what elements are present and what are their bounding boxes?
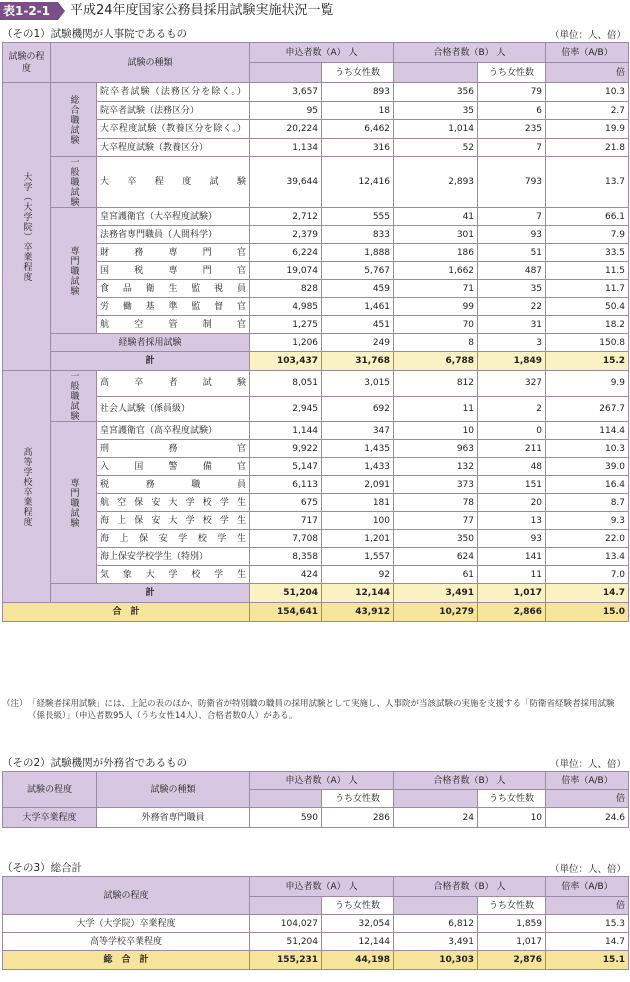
table-row xyxy=(3,226,629,244)
passed-women-cell: 7 xyxy=(478,139,546,157)
applicants-cell: 3,657 xyxy=(250,83,322,102)
passed-cell: 356 xyxy=(394,83,478,102)
applicants-cell: 1,134 xyxy=(250,139,322,157)
section3-title: （その3）総合計 xyxy=(2,862,83,874)
passed-women-cell: 93 xyxy=(478,226,546,244)
passed-cell: 71 xyxy=(394,280,478,298)
table-row xyxy=(3,244,629,262)
header-passed: 合格者数（B） 人 xyxy=(394,43,546,63)
exam-name: 入国警備官 xyxy=(97,458,250,476)
passed-women-cell: 2 xyxy=(478,396,546,422)
applicants-cell: 7,708 xyxy=(250,530,322,548)
s2-header-applicants: 申込者数（A） 人 xyxy=(250,772,394,790)
passed-women-cell: 35 xyxy=(478,280,546,298)
section1-table xyxy=(2,42,629,622)
passed-women-cell: 79 xyxy=(478,83,546,102)
s3-header-passed-women: うち女性数 xyxy=(478,897,546,915)
applicants-cell: 8,358 xyxy=(250,548,322,566)
passed-cell: 186 xyxy=(394,244,478,262)
table-row xyxy=(3,933,629,951)
applicants-cell: 95 xyxy=(250,102,322,120)
ratio-cell: 10.3 xyxy=(546,440,629,458)
applicants-women-cell: 5,767 xyxy=(322,262,394,280)
s2-level: 大学卒業程度 xyxy=(3,808,97,828)
s2-header-passed-women: うち女性数 xyxy=(478,790,546,808)
passed-cell: 77 xyxy=(394,512,478,530)
applicants-cell: 2,945 xyxy=(250,396,322,422)
s3-header-applicants-women: うち女性数 xyxy=(322,897,394,915)
table-row xyxy=(3,262,629,280)
exam-name: 労働基準監督官 xyxy=(97,298,250,316)
passed-women-cell: 1,017 xyxy=(478,584,546,603)
ratio-cell: 19.9 xyxy=(546,120,629,139)
passed-cell: 11 xyxy=(394,396,478,422)
s3-header-ratio-unit: 倍 xyxy=(546,897,629,915)
passed-women-cell: 1,859 xyxy=(478,915,546,933)
passed-cell: 10,303 xyxy=(394,951,478,970)
applicants-cell: 9,922 xyxy=(250,440,322,458)
exam-name: 大卒程度試験（教養区分） xyxy=(97,139,250,157)
s3-header-applicants: 申込者数（A） 人 xyxy=(250,877,394,897)
ratio-cell: 13.4 xyxy=(546,548,629,566)
applicants-women-cell: 249 xyxy=(322,334,394,352)
exam-name: 経験者採用試験 xyxy=(51,334,250,352)
applicants-cell: 424 xyxy=(250,566,322,584)
ratio-cell: 7.9 xyxy=(546,226,629,244)
subtotal-row xyxy=(3,352,629,371)
ratio-cell: 33.5 xyxy=(546,244,629,262)
passed-women-cell: 93 xyxy=(478,530,546,548)
passed-women-cell: 20 xyxy=(478,494,546,512)
ratio-cell: 13.7 xyxy=(546,157,629,208)
applicants-women-cell: 1,557 xyxy=(322,548,394,566)
passed-cell: 35 xyxy=(394,102,478,120)
ratio-cell: 15.0 xyxy=(546,603,629,622)
applicants-cell: 2,379 xyxy=(250,226,322,244)
ratio-cell: 22.0 xyxy=(546,530,629,548)
applicants-cell: 154,641 xyxy=(250,603,322,622)
exam-name: 刑務官 xyxy=(97,440,250,458)
header-applicants-women: うち女性数 xyxy=(322,63,394,83)
subgroup-senmon-high xyxy=(51,422,97,584)
table-row xyxy=(3,494,629,512)
header-type: 試験の種類 xyxy=(51,43,250,83)
ratio-cell: 8.7 xyxy=(546,494,629,512)
ratio-cell: 150.8 xyxy=(546,334,629,352)
ratio-cell: 114.4 xyxy=(546,422,629,440)
footnote xyxy=(2,698,628,722)
passed-women-cell: 22 xyxy=(478,298,546,316)
section1-title: （その1）試験機関が人事院であるもの xyxy=(2,28,188,40)
group-high xyxy=(3,371,51,603)
passed-cell: 6,812 xyxy=(394,915,478,933)
ratio-cell: 11.7 xyxy=(546,280,629,298)
applicants-cell: 1,144 xyxy=(250,422,322,440)
passed-women-cell: 11 xyxy=(478,566,546,584)
s2-a: 590 xyxy=(250,808,322,828)
applicants-women-cell: 833 xyxy=(322,226,394,244)
ratio-cell: 50.4 xyxy=(546,298,629,316)
applicants-cell: 1,206 xyxy=(250,334,322,352)
table-row xyxy=(3,548,629,566)
table-row xyxy=(3,476,629,494)
passed-women-cell: 51 xyxy=(478,244,546,262)
level-name: 大学（大学院）卒業程度 xyxy=(3,915,250,933)
passed-women-cell: 3 xyxy=(478,334,546,352)
group-high-text: 高等学校卒業程度 xyxy=(21,446,32,527)
section2-table xyxy=(2,771,629,828)
exam-name: 院卒者試験（法務区分を除く。） xyxy=(97,83,250,102)
table-row xyxy=(3,396,629,422)
applicants-cell: 103,437 xyxy=(250,352,322,371)
applicants-cell: 1,275 xyxy=(250,316,322,334)
applicants-cell: 5,147 xyxy=(250,458,322,476)
passed-cell: 10 xyxy=(394,422,478,440)
s2-b: 24 xyxy=(394,808,478,828)
passed-women-cell: 6 xyxy=(478,102,546,120)
header-passed-women: うち女性数 xyxy=(478,63,546,83)
table-row xyxy=(3,157,629,208)
ratio-cell: 21.8 xyxy=(546,139,629,157)
applicants-women-cell: 44,198 xyxy=(322,951,394,970)
s2-r: 24.6 xyxy=(546,808,629,828)
applicants-cell: 155,231 xyxy=(250,951,322,970)
applicants-women-cell: 451 xyxy=(322,316,394,334)
applicants-women-cell: 2,091 xyxy=(322,476,394,494)
subtotal-label: 計 xyxy=(51,352,250,371)
passed-cell: 3,491 xyxy=(394,933,478,951)
applicants-women-cell: 12,144 xyxy=(322,933,394,951)
ratio-cell: 2.7 xyxy=(546,102,629,120)
table-row xyxy=(3,334,629,352)
applicants-women-cell: 459 xyxy=(322,280,394,298)
table-row xyxy=(3,83,629,102)
section3-unit: （単位：人、倍） xyxy=(549,864,626,875)
s2-type: 外務省専門職員 xyxy=(97,808,250,828)
ratio-cell: 10.3 xyxy=(546,83,629,102)
passed-women-cell: 13 xyxy=(478,512,546,530)
header-ratio: 倍率（A/B） xyxy=(546,43,629,63)
exam-name: 海上保安学校学生 xyxy=(97,530,250,548)
exam-name: 社会人試験（係員級） xyxy=(97,396,250,422)
applicants-cell: 51,204 xyxy=(250,933,322,951)
grand-total-row xyxy=(3,951,629,970)
exam-name: 海上保安大学校学生 xyxy=(97,512,250,530)
subgroup-senmon-high-text: 専門職試験 xyxy=(68,477,79,528)
grand-total-label: 合 計 xyxy=(3,603,250,622)
passed-cell: 301 xyxy=(394,226,478,244)
applicants-women-cell: 43,912 xyxy=(322,603,394,622)
subtotal-label: 計 xyxy=(51,584,250,603)
exam-name: 食品衛生監視員 xyxy=(97,280,250,298)
level-name: 高等学校卒業程度 xyxy=(3,933,250,951)
ratio-cell: 11.5 xyxy=(546,262,629,280)
applicants-cell: 828 xyxy=(250,280,322,298)
applicants-cell: 4,985 xyxy=(250,298,322,316)
applicants-cell: 20,224 xyxy=(250,120,322,139)
passed-cell: 70 xyxy=(394,316,478,334)
s2-aw: 286 xyxy=(322,808,394,828)
passed-women-cell: 327 xyxy=(478,371,546,397)
applicants-women-cell: 316 xyxy=(322,139,394,157)
table-row xyxy=(3,512,629,530)
passed-women-cell: 487 xyxy=(478,262,546,280)
subgroup-ippan-high-text: 一般職試験 xyxy=(68,371,79,421)
ratio-cell: 14.7 xyxy=(546,933,629,951)
applicants-women-cell: 1,435 xyxy=(322,440,394,458)
subgroup-sougou-text: 総合職試験 xyxy=(68,94,79,145)
applicants-cell: 8,051 xyxy=(250,371,322,397)
exam-name: 皇宮護衛官（大卒程度試験） xyxy=(97,208,250,226)
footnote-label: （注） xyxy=(2,699,28,709)
passed-cell: 3,491 xyxy=(394,584,478,603)
table-row xyxy=(3,458,629,476)
passed-cell: 6,788 xyxy=(394,352,478,371)
exam-name: 大卒程度試験 xyxy=(97,157,250,208)
subgroup-ippan-text: 一般職試験 xyxy=(68,157,79,207)
ratio-cell: 267.7 xyxy=(546,396,629,422)
passed-cell: 99 xyxy=(394,298,478,316)
table-number-tag: 表1-2-1 xyxy=(0,2,58,20)
section3-table xyxy=(2,876,629,970)
table-row xyxy=(3,915,629,933)
s2-header-applicants-women: うち女性数 xyxy=(322,790,394,808)
ratio-cell: 39.0 xyxy=(546,458,629,476)
applicants-women-cell: 1,433 xyxy=(322,458,394,476)
page-title: 平成24年度国家公務員採用試験実施状況一覧 xyxy=(70,3,334,18)
ratio-cell: 66.1 xyxy=(546,208,629,226)
table-row xyxy=(3,566,629,584)
applicants-women-cell: 181 xyxy=(322,494,394,512)
subgroup-ippan-high xyxy=(51,371,97,422)
section1-unit: （単位：人、倍） xyxy=(549,30,626,41)
applicants-women-cell: 32,054 xyxy=(322,915,394,933)
passed-women-cell: 0 xyxy=(478,422,546,440)
exam-name: 税務職員 xyxy=(97,476,250,494)
header-ratio-unit: 倍 xyxy=(546,63,629,83)
s2-header-type: 試験の種類 xyxy=(97,772,250,808)
passed-cell: 1,014 xyxy=(394,120,478,139)
applicants-women-cell: 18 xyxy=(322,102,394,120)
passed-women-cell: 31 xyxy=(478,316,546,334)
table-row xyxy=(3,120,629,139)
header-level: 試験の程度 xyxy=(3,43,51,83)
group-univ-text: 大学（大学院）卒業程度 xyxy=(21,171,32,282)
passed-women-cell: 151 xyxy=(478,476,546,494)
table-row xyxy=(3,208,629,226)
applicants-women-cell: 1,888 xyxy=(322,244,394,262)
passed-women-cell: 235 xyxy=(478,120,546,139)
ratio-cell: 15.3 xyxy=(546,915,629,933)
applicants-women-cell: 6,462 xyxy=(322,120,394,139)
passed-cell: 350 xyxy=(394,530,478,548)
passed-women-cell: 1,017 xyxy=(478,933,546,951)
applicants-women-cell: 92 xyxy=(322,566,394,584)
ratio-cell: 15.2 xyxy=(546,352,629,371)
applicants-women-cell: 1,461 xyxy=(322,298,394,316)
table-row xyxy=(3,316,629,334)
applicants-cell: 2,712 xyxy=(250,208,322,226)
subtotal-row xyxy=(3,584,629,603)
passed-cell: 52 xyxy=(394,139,478,157)
s3-header-level: 試験の程度 xyxy=(3,877,250,915)
s2-header-ratio: 倍率（A/B） xyxy=(546,772,629,790)
applicants-women-cell: 12,416 xyxy=(322,157,394,208)
applicants-cell: 675 xyxy=(250,494,322,512)
grand-total-row xyxy=(3,603,629,622)
subgroup-ippan xyxy=(51,157,97,208)
exam-name: 財務専門官 xyxy=(97,244,250,262)
s3-header-passed: 合格者数（B） 人 xyxy=(394,877,546,897)
applicants-cell: 6,113 xyxy=(250,476,322,494)
subgroup-senmon-text: 専門職試験 xyxy=(68,245,79,296)
applicants-women-cell: 893 xyxy=(322,83,394,102)
passed-women-cell: 141 xyxy=(478,548,546,566)
table-row xyxy=(3,530,629,548)
table-row xyxy=(3,280,629,298)
ratio-cell: 15.1 xyxy=(546,951,629,970)
section2-title: （その2）試験機関が外務省であるもの xyxy=(2,757,188,769)
table-row xyxy=(3,808,629,828)
applicants-cell: 19,074 xyxy=(250,262,322,280)
ratio-cell: 14.7 xyxy=(546,584,629,603)
exam-name: 大卒程度試験（教養区分を除く。） xyxy=(97,120,250,139)
applicants-women-cell: 347 xyxy=(322,422,394,440)
exam-name: 航空保安大学校学生 xyxy=(97,494,250,512)
passed-women-cell: 7 xyxy=(478,208,546,226)
passed-cell: 963 xyxy=(394,440,478,458)
ratio-cell: 18.2 xyxy=(546,316,629,334)
header-applicants: 申込者数（A） 人 xyxy=(250,43,394,63)
applicants-women-cell: 100 xyxy=(322,512,394,530)
applicants-women-cell: 692 xyxy=(322,396,394,422)
passed-women-cell: 48 xyxy=(478,458,546,476)
ratio-cell: 9.9 xyxy=(546,371,629,397)
group-univ xyxy=(3,83,51,371)
passed-cell: 2,893 xyxy=(394,157,478,208)
passed-cell: 61 xyxy=(394,566,478,584)
exam-name: 海上保安学校学生（特別） xyxy=(97,548,250,566)
ratio-cell: 9.3 xyxy=(546,512,629,530)
passed-cell: 812 xyxy=(394,371,478,397)
passed-women-cell: 793 xyxy=(478,157,546,208)
applicants-women-cell: 555 xyxy=(322,208,394,226)
table-row xyxy=(3,102,629,120)
title-bar xyxy=(0,0,630,22)
passed-cell: 132 xyxy=(394,458,478,476)
ratio-cell: 16.4 xyxy=(546,476,629,494)
s2-header-level: 試験の程度 xyxy=(3,772,97,808)
applicants-cell: 104,027 xyxy=(250,915,322,933)
passed-women-cell: 211 xyxy=(478,440,546,458)
applicants-women-cell: 3,015 xyxy=(322,371,394,397)
applicants-cell: 717 xyxy=(250,512,322,530)
exam-name: 航空管制官 xyxy=(97,316,250,334)
s2-header-ratio-unit: 倍 xyxy=(546,790,629,808)
subgroup-senmon xyxy=(51,208,97,334)
passed-cell: 373 xyxy=(394,476,478,494)
passed-cell: 624 xyxy=(394,548,478,566)
table-row xyxy=(3,298,629,316)
table-row xyxy=(3,422,629,440)
exam-name: 気象大学校学生 xyxy=(97,566,250,584)
grand-total-label: 総 合 計 xyxy=(3,951,250,970)
applicants-cell: 51,204 xyxy=(250,584,322,603)
exam-name: 皇宮護衛官（高卒程度試験） xyxy=(97,422,250,440)
ratio-cell: 7.0 xyxy=(546,566,629,584)
exam-name: 法務省専門職員（人間科学） xyxy=(97,226,250,244)
s2-header-passed: 合格者数（B） 人 xyxy=(394,772,546,790)
applicants-cell: 39,644 xyxy=(250,157,322,208)
exam-name: 高卒者試験 xyxy=(97,371,250,397)
subgroup-sougou xyxy=(51,83,97,157)
table-row xyxy=(3,440,629,458)
passed-cell: 78 xyxy=(394,494,478,512)
passed-women-cell: 2,876 xyxy=(478,951,546,970)
applicants-women-cell: 31,768 xyxy=(322,352,394,371)
s3-header-ratio: 倍率（A/B） xyxy=(546,877,629,897)
applicants-women-cell: 1,201 xyxy=(322,530,394,548)
exam-name: 国税専門官 xyxy=(97,262,250,280)
applicants-cell: 6,224 xyxy=(250,244,322,262)
footnote-text: 「経験者採用試験」には、上記の表のほか、防衛省が特別職の職員の採用試験として実施し、人事院が当該試験の実施を支援する「防衛省経験者採用試験（係長級）」（申込者数95人（うち女性14人）、合格者数0人）がある。 xyxy=(28,699,615,721)
exam-name: 院卒者試験（法務区分） xyxy=(97,102,250,120)
passed-cell: 1,662 xyxy=(394,262,478,280)
passed-cell: 10,279 xyxy=(394,603,478,622)
passed-women-cell: 2,866 xyxy=(478,603,546,622)
applicants-women-cell: 12,144 xyxy=(322,584,394,603)
section2-unit: （単位：人、倍） xyxy=(549,759,626,770)
passed-women-cell: 1,849 xyxy=(478,352,546,371)
table-row xyxy=(3,139,629,157)
s2-bw: 10 xyxy=(478,808,546,828)
passed-cell: 8 xyxy=(394,334,478,352)
table-row xyxy=(3,371,629,397)
passed-cell: 41 xyxy=(394,208,478,226)
